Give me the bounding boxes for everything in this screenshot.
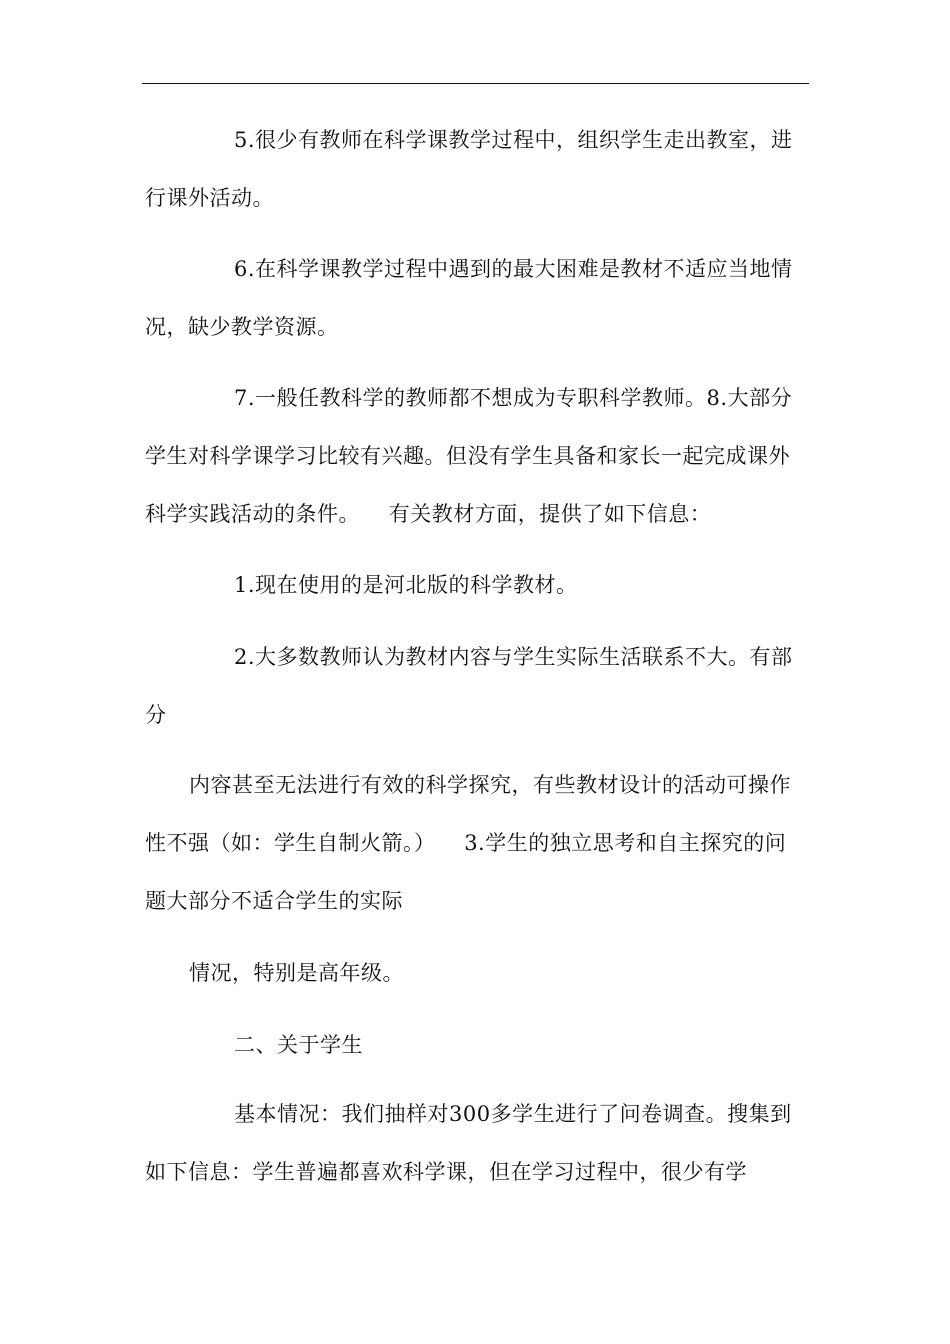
paragraph-textbook-3-continued: 情况，特别是高年级。: [189, 961, 404, 985]
header-rule: [142, 83, 809, 84]
paragraph-item-7-8: 7.一般任教科学的教师都不想成为专职科学教师。8.大部分学生对科学课学习比较有兴趣。但没有学生具备和家长一起完成课外科学实践活动的条件。 有关教材方面，提供了如下信息：: [145, 386, 793, 526]
paragraph-textbook-2-continued: 内容甚至无法进行有效的科学探究，有些教材设计的活动可操作性不强（如：学生自制火箭。） 3.学生的独立思考和自主探究的问题大部分不适合学生的实际: [145, 773, 791, 913]
paragraph-textbook-1: 1.现在使用的是河北版的科学教材。: [234, 573, 578, 597]
section-heading-students: 二、关于学生: [234, 1033, 363, 1057]
paragraph-textbook-2: 2.大多数教师认为教材内容与学生实际生活联系不大。有部分: [145, 645, 793, 727]
paragraph-item-6: 6.在科学课教学过程中遇到的最大困难是教材不适应当地情况，缺少教学资源。: [145, 257, 793, 339]
paragraph-students-basic: 基本情况：我们抽样对300多学生进行了问卷调查。搜集到如下信息：学生普遍都喜欢科学课，但在学习过程中，很少有学: [145, 1102, 792, 1184]
paragraph-item-5: 5.很少有教师在科学课教学过程中，组织学生走出教室，进行课外活动。: [145, 128, 793, 210]
